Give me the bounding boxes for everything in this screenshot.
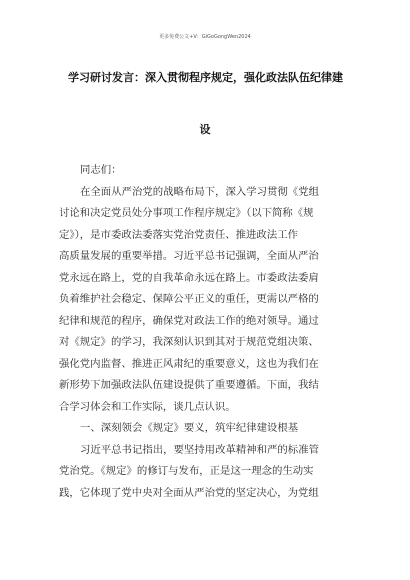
- paragraph-line: 讨论和决定党员处分事项工作程序规定》（以下简称《规: [59, 207, 314, 219]
- document-title-line-1: 学习研讨发言：深入贯彻程序规定，强化政法队伍纪律建: [68, 71, 343, 84]
- paragraph-line: 强化党内监督、推进正风肃纪的重要意义，这也为我们在: [59, 357, 319, 370]
- paragraph-line: 合学习体会和工作实际，谈几点认识。: [59, 400, 236, 413]
- section-heading: 一、深刻领会《规定》要义，筑牢纪律建设根基: [80, 422, 299, 434]
- paragraph-line: 习近平总书记指出，要坚持用改革精神和严的标准管: [80, 443, 319, 456]
- paragraph-line: 纪律和规范的程序，确保党对政法工作的绝对领导。通过: [59, 314, 319, 327]
- paragraph-line: 党永远在路上，党的自我革命永远在路上。市委政法委肩: [59, 271, 319, 284]
- document-title-line-2: 设: [199, 123, 211, 136]
- paragraph-line: 定》），是市委政法委落实党治党责任、推进政法工作: [59, 228, 298, 241]
- paragraph-line: 党治党。《规定》的修订与发布，正是这一理念的生动实: [59, 465, 314, 477]
- header-note: 更多免费公文+V：GiGoGongWen2024: [159, 34, 251, 40]
- paragraph-line: 负着维护社会稳定、保障公平正义的重任，更需以严格的: [59, 293, 319, 305]
- paragraph-line: 在全面从严治党的战略布局下，深入学习贯彻《党组: [80, 185, 319, 198]
- paragraph-line: 践，它体现了党中央对全面从严治党的坚定决心，为党组: [59, 486, 319, 499]
- paragraph-line: 新形势下加强政法队伍建设提供了重要遵循。下面，我结: [59, 379, 319, 391]
- greeting: 同志们：: [80, 164, 122, 176]
- paragraph-line: 对《规定》的学习，我深刻认识到其对于规范党组决策、: [59, 336, 319, 348]
- paragraph-line: 高质量发展的重要举措。习近平总书记强调，全面从严治: [59, 250, 319, 262]
- document-body: [59, 160, 355, 504]
